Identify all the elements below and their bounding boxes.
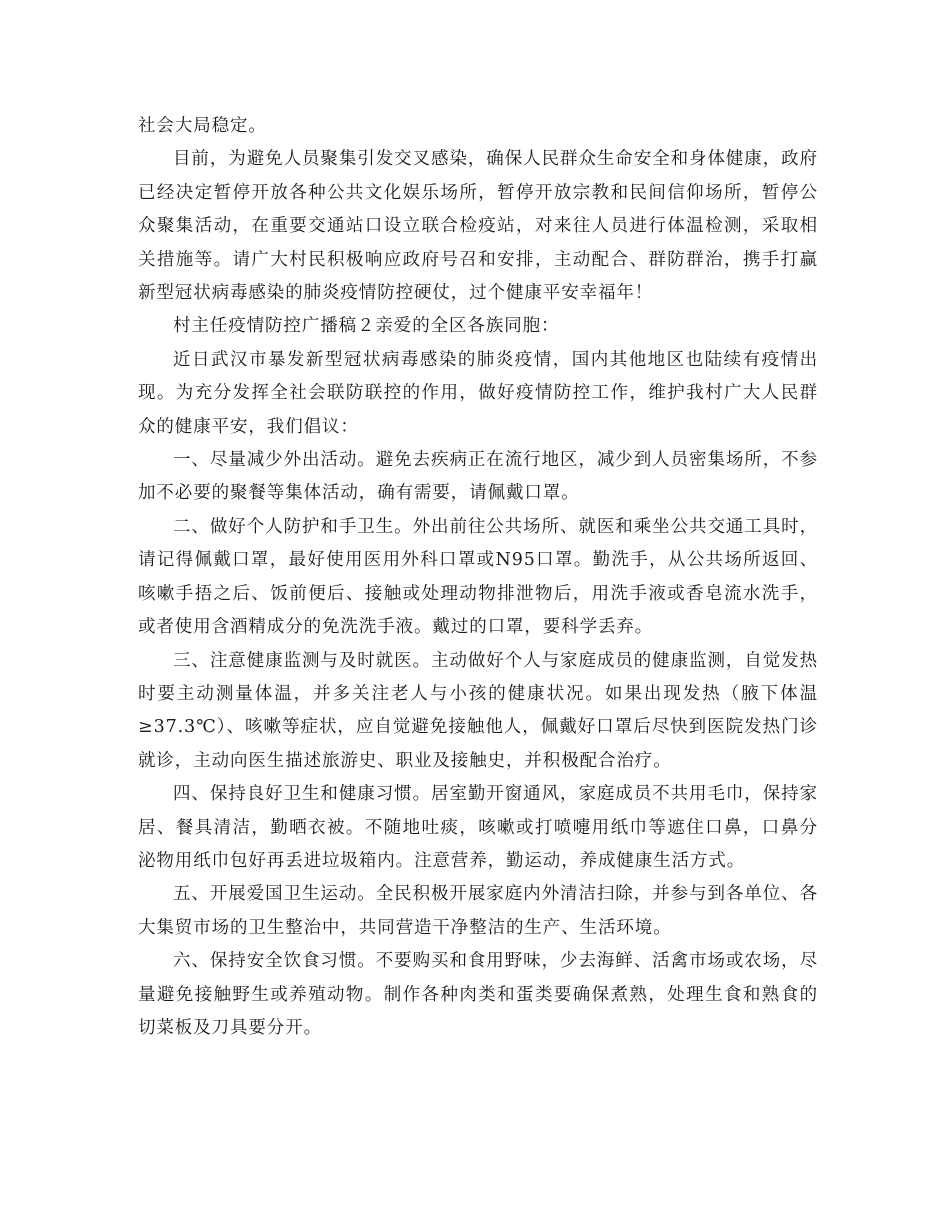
paragraph-4: 近日武汉市暴发新型冠状病毒感染的肺炎疫情，国内其他地区也陆续有疫情出现。为充分发挥全社会联防联控的作用，做好疫情防控工作，维护我村广大人民群众的健康平安，我们倡议： [138,349,818,437]
paragraph-6: 二、做好个人防护和手卫生。外出前往公共场所、就医和乘坐公共交通工具时，请记得佩戴口罩，最好使用医用外科口罩或N95口罩。勤洗手，从公共场所返回、咳嗽手捂之后、饭前便后、接触或处理动物排泄物后，用洗手液或香皂流水洗手，或者使用含酒精成分的免洗洗手液。戴过的口罩，要科学丢弃。 [138,516,818,638]
paragraph-9: 五、开展爱国卫生运动。全民积极开展家庭内外清洁扫除，并参与到各单位、各大集贸市场的卫生整治中，共同营造干净整洁的生产、生活环境。 [138,884,818,938]
paragraph-2: 目前，为避免人员聚集引发交叉感染，确保人民群众生命安全和身体健康，政府已经决定暂停开放各种公共文化娱乐场所，暂停开放宗教和民间信仰场所，暂停公众聚集活动，在重要交通站口设立联合检疫站，对来往人员进行体温检测，采取相关措施等。请广大村民积极响应政府号召和安排，主动配合、群防群治，携手打赢新型冠状病毒感染的肺炎疫情防控硬仗，过个健康平安幸福年！ [138,149,818,304]
paragraph-7: 三、注意健康监测与及时就医。主动做好个人与家庭成员的健康监测，自觉发热时要主动测量体温，并多关注老人与小孩的健康状况。如果出现发热（腋下体温≥37.3℃）、咳嗽等症状，应自觉避免接触他人，佩戴好口罩后尽快到医院发热门诊就诊，主动向医生描述旅游史、职业及接触史，并积极配合治疗。 [138,650,818,771]
paragraph-10: 六、保持安全饮食习惯。不要购买和食用野味，少去海鲜、活禽市场或农场，尽量避免接触野生或养殖动物。制作各种肉类和蛋类要确保煮熟，处理生食和熟食的切菜板及刀具要分开。 [138,951,818,1038]
paragraph-5: 一、尽量减少外出活动。避免去疾病正在流行地区，减少到人员密集场所，不参加不必要的聚餐等集体活动，确有需要，请佩戴口罩。 [138,450,818,504]
paragraph-1: 社会大局稳定。 [138,116,267,136]
paragraph-3: 村主任疫情防控广播稿２亲爱的全区各族同胞： [173,316,560,337]
document-body [138,110,818,1045]
paragraph-8: 四、保持良好卫生和健康习惯。居室勤开窗通风，家庭成员不共用毛巾，保持家居、餐具清洁，勤晒衣被。不随地吐痰，咳嗽或打喷嚏用纸巾等遮住口鼻，口鼻分泌物用纸巾包好再丢进垃圾箱内。注意营养，勤运动，养成健康生活方式。 [138,784,818,871]
